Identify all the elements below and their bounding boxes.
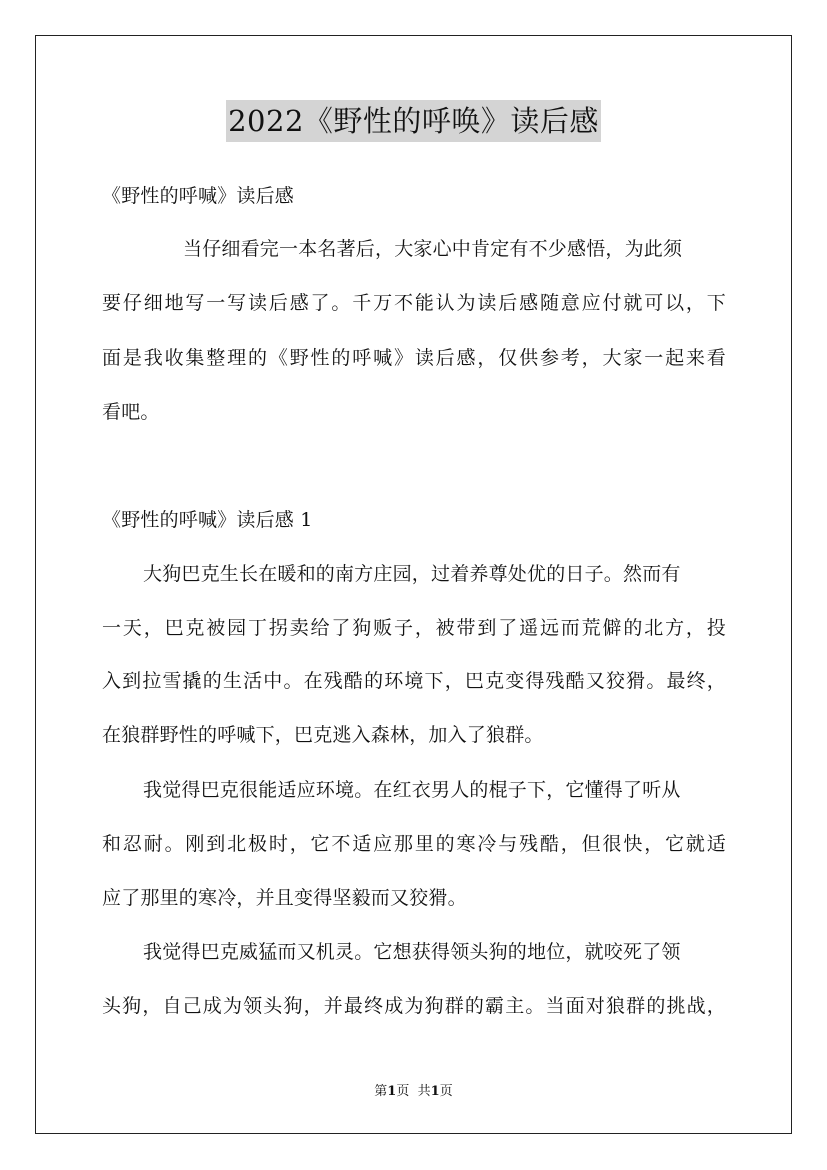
paragraph-3-line-1: 我觉得巴克威猛而又机灵。它想获得领头狗的地位，就咬死了领 xyxy=(143,941,681,963)
intro-line-1: 当仔细看完一本名著后，大家心中肯定有不少感悟，为此须 xyxy=(183,238,683,260)
intro-heading: 《野性的呼喊》读后感 xyxy=(102,185,295,207)
section-heading-1: 《野性的呼喊》读后感 1 xyxy=(102,509,313,531)
paragraph-2-line-3: 应了那里的寒冷，并且变得坚毅而又狡猾。 xyxy=(102,887,467,909)
paragraph-1-line-1: 大狗巴克生长在暖和的南方庄园，过着养尊处优的日子。然而有 xyxy=(143,563,681,585)
footer-page-total: 1 xyxy=(430,1084,440,1099)
paragraph-2-line-2: 和忍耐。刚到北极时，它不适应那里的寒冷与残酷，但很快，它就适 xyxy=(102,833,726,855)
intro-line-2: 要仔细地写一写读后感了。千万不能认为读后感随意应付就可以，下 xyxy=(102,292,726,314)
footer-page-unit: 页 xyxy=(396,1084,410,1099)
page-footer xyxy=(0,1083,827,1101)
intro-line-4: 看吧。 xyxy=(102,401,160,423)
title-container xyxy=(0,100,827,142)
paragraph-1-line-3: 入到拉雪撬的生活中。在残酷的环境下，巴克变得残酷又狡猾。最终， xyxy=(102,670,726,692)
paragraph-3-line-2: 头狗，自己成为领头狗，并最终成为狗群的霸主。当面对狼群的挑战， xyxy=(102,995,726,1017)
footer-total-label: 共 xyxy=(417,1084,431,1099)
intro-line-3: 面是我收集整理的《野性的呼喊》读后感，仅供参考，大家一起来看 xyxy=(102,347,726,369)
paragraph-2-line-1: 我觉得巴克很能适应环境。在红衣男人的棍子下，它懂得了听从 xyxy=(143,779,681,801)
paragraph-1-line-2: 一天，巴克被园丁拐卖给了狗贩子，被带到了遥远而荒僻的北方，投 xyxy=(102,617,726,639)
footer-total-unit: 页 xyxy=(439,1084,453,1099)
footer-page-label: 第 xyxy=(374,1084,388,1099)
paragraph-1-line-4: 在狼群野性的呼喊下，巴克逃入森林，加入了狼群。 xyxy=(102,724,544,746)
document-title: 2022《野性的呼唤》读后感 xyxy=(226,100,601,142)
footer-page-current: 1 xyxy=(387,1084,397,1099)
